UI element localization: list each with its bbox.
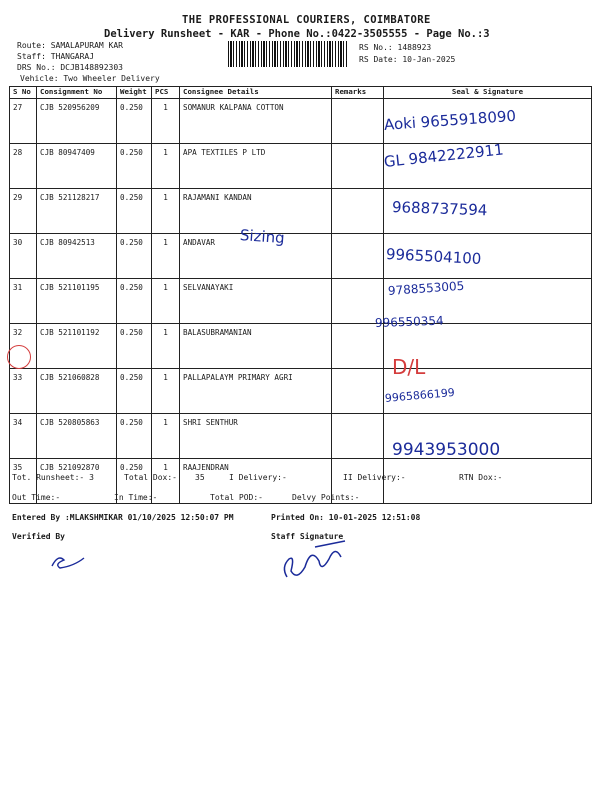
signature-row-33: D/L	[392, 355, 426, 379]
table-header-row	[10, 87, 592, 99]
cell-pcs: 1	[152, 459, 180, 504]
table-row	[10, 369, 592, 414]
cell-consignee: SOMANUR KALPANA COTTON	[180, 99, 332, 144]
verified-by-label: Verified By	[12, 532, 65, 541]
cell-remarks	[332, 234, 384, 279]
cell-consignment: CJB 521101195	[37, 279, 117, 324]
cell-pcs: 1	[152, 189, 180, 234]
verifier-signature-icon	[44, 546, 104, 576]
cell-consignee: RAAJENDRAN	[180, 459, 332, 504]
cell-remarks	[332, 144, 384, 189]
col-header-sno: S No	[10, 87, 37, 99]
barcode-image	[228, 41, 348, 67]
cell-remarks	[332, 324, 384, 369]
in-time-label: In Time:-	[114, 493, 158, 502]
col-header-pcs: PCS	[152, 87, 180, 99]
cell-consignee: SELVANAYAKI	[180, 279, 332, 324]
drs-number: DRS No.: DCJB14889230З	[17, 63, 123, 72]
cell-weight: 0.250	[117, 144, 152, 189]
cell-weight: 0.250	[117, 324, 152, 369]
cell-sno: 33	[10, 369, 37, 414]
runsheet-table	[9, 86, 592, 504]
cell-sno: 30	[10, 234, 37, 279]
route-label: Route: SAMALAPURAM KAR	[17, 41, 123, 50]
cell-consignment: CJB 520805863	[37, 414, 117, 459]
cell-pcs: 1	[152, 144, 180, 189]
signature-row-35: 9943953000	[392, 440, 501, 460]
cell-consignment: CJB 80947409	[37, 144, 117, 189]
cell-pcs: 1	[152, 234, 180, 279]
vehicle-label: Vehicle: Two Wheeler Delivery	[20, 74, 160, 83]
delvy-points-label: Delvy Points:-	[292, 493, 360, 502]
cell-sno: 35	[10, 459, 37, 504]
cell-sno: 31	[10, 279, 37, 324]
signature-row-29: 9688737594	[391, 198, 488, 220]
total-dox-label: Total Dox:-	[124, 473, 177, 482]
cell-sno: 29	[10, 189, 37, 234]
cell-weight: 0.250	[117, 279, 152, 324]
ii-delivery-label: II Delivery:-	[343, 473, 406, 482]
table-row	[10, 144, 592, 189]
remark-note-row-30: Sizing	[239, 226, 286, 248]
rs-number: RS No.: 1488923	[359, 43, 432, 52]
table-row	[10, 279, 592, 324]
tot-runsheet: Tot. Runsheet:- 3	[12, 473, 94, 482]
signature-row-27: Aoki 9655918090	[383, 106, 517, 134]
cell-pcs: 1	[152, 369, 180, 414]
cell-consignment: CJB 520956209	[37, 99, 117, 144]
cell-pcs: 1	[152, 324, 180, 369]
cell-weight: 0.250	[117, 459, 152, 504]
cell-weight: 0.250	[117, 414, 152, 459]
red-circle-mark	[7, 345, 31, 369]
signature-row-30: 9965504100	[385, 245, 482, 268]
staff-signature-icon	[275, 537, 365, 587]
cell-remarks	[332, 99, 384, 144]
rtn-dox-label: RTN Dox:-	[459, 473, 503, 482]
rs-date: RS Date: 10-Jan-2025	[359, 55, 456, 64]
runsheet-title: Delivery Runsheet - KAR - Phone No.:0422-3505555 - Page No.:3	[104, 28, 490, 40]
staff-label: Staff: THANGARAJ	[17, 52, 95, 61]
total-dox-value: 35	[195, 473, 205, 482]
cell-remarks	[332, 189, 384, 234]
cell-consignment: CJB 521060828	[37, 369, 117, 414]
cell-weight: 0.250	[117, 189, 152, 234]
table-row	[10, 234, 592, 279]
cell-consignee: APA TEXTILES P LTD	[180, 144, 332, 189]
cell-pcs: 1	[152, 414, 180, 459]
cell-sno: 27	[10, 99, 37, 144]
cell-remarks	[332, 369, 384, 414]
out-time-label: Out Time:-	[12, 493, 61, 502]
cell-weight: 0.250	[117, 369, 152, 414]
table-row	[10, 414, 592, 459]
cell-sno: 32	[10, 324, 37, 369]
col-header-consignment: Consignment No	[37, 87, 117, 99]
col-header-consignee: Consignee Details	[180, 87, 332, 99]
signature-row-34: 9965866199	[384, 385, 456, 405]
col-header-signature: Seal & Signature	[384, 87, 592, 99]
cell-sno: 28	[10, 144, 37, 189]
company-title: THE PROFESSIONAL COURIERS, COIMBATORE	[182, 14, 431, 26]
i-delivery-label: I Delivery:-	[229, 473, 287, 482]
printed-on: Printed On: 10-01-2025 12:51:08	[271, 513, 421, 522]
total-pod-label: Total POD:-	[210, 493, 263, 502]
staff-signature-label: Staff Signature	[271, 532, 344, 541]
cell-consignment: CJB 521101192	[37, 324, 117, 369]
cell-consignment: CJB 521128217	[37, 189, 117, 234]
signature-row-31: 9788553005	[387, 278, 465, 298]
cell-consignment: CJB 521092870	[37, 459, 117, 504]
entered-by: Entered By :MLAKSHMIKAR 01/10/2025 12:50:07 PM	[12, 513, 234, 522]
cell-pcs: 1	[152, 99, 180, 144]
cell-consignee: RAJAMANI KANDAN	[180, 189, 332, 234]
cell-consignment: CJB 80942513	[37, 234, 117, 279]
cell-consignee: SHRI SENTHUR	[180, 414, 332, 459]
table-row	[10, 189, 592, 234]
cell-pcs: 1	[152, 279, 180, 324]
cell-remarks	[332, 414, 384, 459]
signature-row-28: GL 9842222911	[383, 140, 505, 171]
col-header-weight: Weight	[117, 87, 152, 99]
col-header-remarks: Remarks	[332, 87, 384, 99]
cell-consignee: ANDAVAR	[180, 234, 332, 279]
cell-sno: 34	[10, 414, 37, 459]
signature-row-32: 996550354	[374, 313, 444, 330]
cell-consignee: BALASUBRAMANIAN	[180, 324, 332, 369]
cell-weight: 0.250	[117, 234, 152, 279]
cell-weight: 0.250	[117, 99, 152, 144]
cell-consignee: PALLAPALAYM PRIMARY AGRI	[180, 369, 332, 414]
table-row	[10, 324, 592, 369]
